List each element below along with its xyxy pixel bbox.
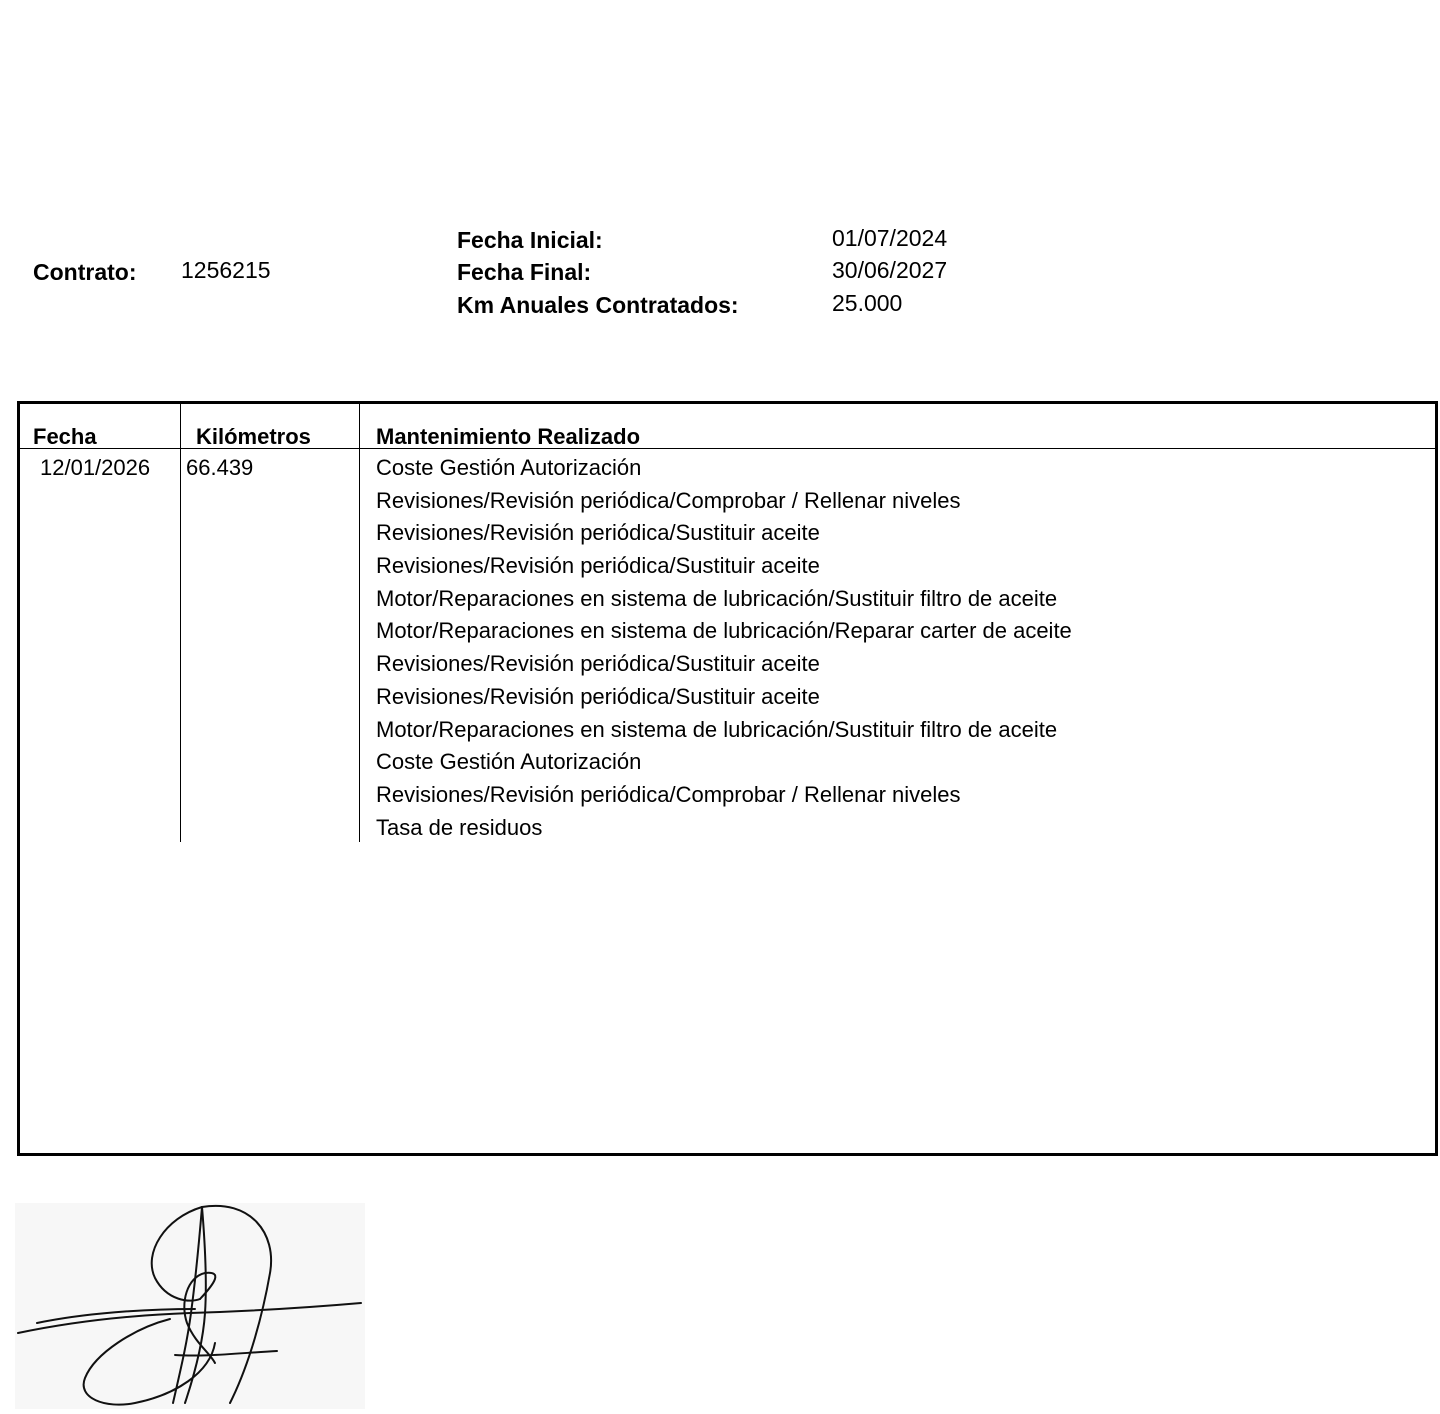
annual-km-label: Km Anuales Contratados: — [457, 292, 739, 318]
row-date: 12/01/2026 — [40, 455, 151, 480]
maintenance-item: Motor/Reparaciones en sistema de lubricación/Reparar carter de aceite — [376, 618, 1072, 644]
maintenance-item: Motor/Reparaciones en sistema de lubricación/Sustituir filtro de aceite — [376, 716, 1058, 742]
contract-number: 1256215 — [181, 257, 271, 283]
row-km: 66.439 — [186, 455, 254, 480]
maintenance-item: Revisiones/Revisión periódica/Comprobar / Rellenar niveles — [376, 487, 961, 513]
header-km: Kilómetros — [196, 424, 311, 449]
maintenance-item: Motor/Reparaciones en sistema de lubricación/Sustituir filtro de aceite — [376, 585, 1058, 611]
start-date-value: 01/07/2024 — [832, 225, 948, 251]
contract-label: Contrato: — [33, 259, 137, 285]
maintenance-list — [376, 454, 1072, 846]
signature — [15, 1203, 365, 1409]
column-divider-km — [180, 404, 181, 842]
end-date-label: Fecha Final: — [457, 259, 592, 285]
header-maintenance: Mantenimiento Realizado — [376, 424, 641, 449]
maintenance-item: Revisiones/Revisión periódica/Sustituir aceite — [376, 683, 820, 709]
maintenance-item: Coste Gestión Autorización — [376, 749, 642, 775]
maintenance-item: Revisiones/Revisión periódica/Sustituir aceite — [376, 553, 820, 579]
maintenance-item: Coste Gestión Autorización — [376, 455, 642, 480]
maintenance-item: Revisiones/Revisión periódica/Comprobar / Rellenar niveles — [376, 781, 961, 807]
signature-drawing — [15, 1203, 365, 1409]
maintenance-table — [17, 401, 1438, 1156]
maintenance-item: Revisiones/Revisión periódica/Sustituir aceite — [376, 520, 820, 546]
column-divider-maintenance — [359, 404, 360, 842]
start-date-label: Fecha Inicial: — [457, 227, 603, 253]
maintenance-item: Tasa de residuos — [376, 814, 543, 840]
annual-km-value: 25.000 — [832, 290, 903, 316]
end-date-value: 30/06/2027 — [832, 257, 948, 283]
maintenance-item: Revisiones/Revisión periódica/Sustituir aceite — [376, 651, 820, 677]
header-date: Fecha — [33, 424, 97, 449]
